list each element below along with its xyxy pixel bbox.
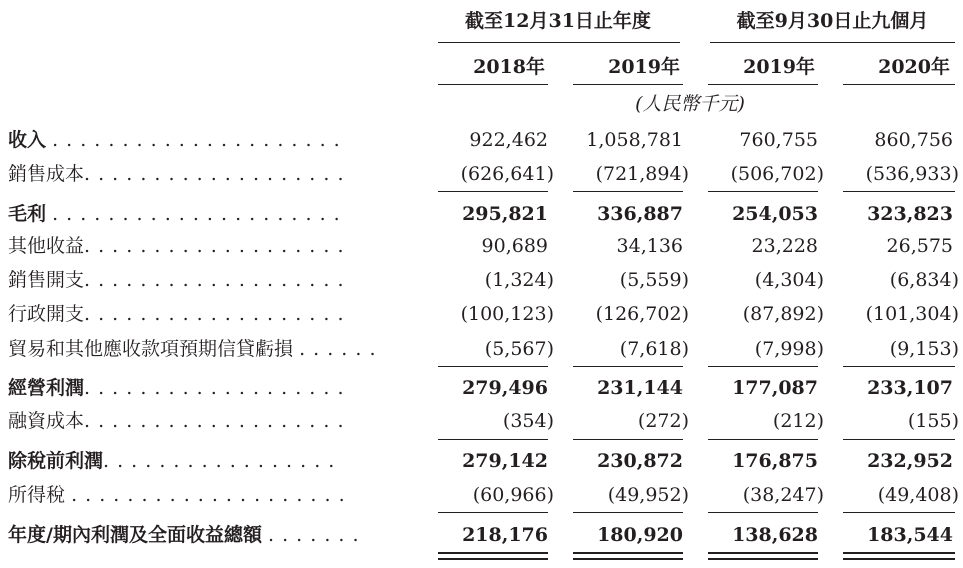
cell-2019-9m: (87,892) <box>742 303 824 325</box>
cell-2020-9m: 183,544 <box>867 524 953 546</box>
year-header-2018: 2018年 <box>473 56 545 78</box>
table-row-other-income <box>0 232 963 260</box>
cell-2019-fy: (5,559) <box>619 269 689 291</box>
cell-2019-9m: (7,998) <box>754 338 824 360</box>
cell-2019-9m: 760,755 <box>739 129 818 151</box>
table-row-gross-profit <box>0 200 963 228</box>
cell-2018: 90,689 <box>481 235 548 257</box>
total-double-rule-2019-9m <box>708 552 818 560</box>
cell-2019-9m: (506,702) <box>730 163 824 185</box>
row-label: 經營利潤. . . . . . . . . . . . . . . . . . . <box>8 377 345 399</box>
cell-2018: 922,462 <box>469 129 548 151</box>
row-label: 銷售成本. . . . . . . . . . . . . . . . . . . <box>8 163 345 185</box>
cell-2018: 279,496 <box>462 377 548 399</box>
subtotal-rule-2019-9m <box>708 512 818 513</box>
cell-2018: (354) <box>502 410 554 432</box>
cell-2019-9m: 254,053 <box>732 203 818 225</box>
cell-2018: (60,966) <box>472 484 554 506</box>
cell-2019-fy: 336,887 <box>597 203 683 225</box>
total-double-rule-2018 <box>438 552 548 560</box>
cell-2020-9m: 860,756 <box>874 129 953 151</box>
row-label: 融資成本. . . . . . . . . . . . . . . . . . . <box>8 410 345 432</box>
cell-2020-9m: (49,408) <box>877 484 959 506</box>
table-row-revenue <box>0 126 963 154</box>
cell-2018: 218,176 <box>462 524 548 546</box>
total-double-rule-2020-9m <box>843 552 955 560</box>
table-row-income-tax <box>0 481 963 509</box>
subtotal-rule-2018 <box>438 512 548 513</box>
cell-2019-9m: 23,228 <box>751 235 818 257</box>
year-header-2019-fy: 2019年 <box>608 56 680 78</box>
subtotal-rule-2019-9m <box>708 366 818 367</box>
cell-2020-9m: (101,304) <box>865 303 959 325</box>
table-row-profit-before-tax <box>0 447 963 475</box>
cell-2019-fy: (126,702) <box>595 303 689 325</box>
cell-2018: 279,142 <box>462 450 548 472</box>
cell-2020-9m: (6,834) <box>889 269 959 291</box>
subtotal-rule-2020-9m <box>843 439 955 440</box>
cell-2018: (5,567) <box>484 338 554 360</box>
cell-2019-9m: (212) <box>772 410 824 432</box>
subtotal-rule-2018 <box>438 191 548 192</box>
row-label: 毛利 . . . . . . . . . . . . . . . . . . . . . <box>8 203 341 225</box>
subtotal-rule-2018 <box>438 439 548 440</box>
cell-2018: (1,324) <box>484 269 554 291</box>
currency-unit: (人民幣千元) <box>635 93 745 115</box>
total-double-rule-2019-fy <box>573 552 683 560</box>
table-row-total-comprehensive-income <box>0 521 963 549</box>
year-rule-2020-9m <box>843 84 955 85</box>
row-label: 貿易和其他應收款項預期信貸虧損 . . . . . . <box>8 338 377 360</box>
subtotal-rule-2019-fy <box>573 439 683 440</box>
subtotal-rule-2020-9m <box>843 512 955 513</box>
row-label: 年度/期內利潤及全面收益總額 . . . . . . . <box>8 524 360 546</box>
cell-2018: (100,123) <box>460 303 554 325</box>
subtotal-rule-2020-9m <box>843 366 955 367</box>
cell-2019-9m: (38,247) <box>742 484 824 506</box>
table-row-admin-expenses <box>0 300 963 328</box>
header-nine-months-ended: 截至9月30日止九個月 <box>736 10 929 32</box>
year-rule-2018 <box>438 84 548 85</box>
subtotal-rule-2018 <box>438 366 548 367</box>
cell-2019-fy: 34,136 <box>616 235 683 257</box>
subtotal-rule-2019-fy <box>573 191 683 192</box>
subtotal-rule-2020-9m <box>843 191 955 192</box>
table-row-selling-expenses <box>0 266 963 294</box>
cell-2019-9m: 176,875 <box>732 450 818 472</box>
header-year-ended-rule <box>438 42 680 43</box>
cell-2019-9m: 177,087 <box>732 377 818 399</box>
cell-2019-fy: 231,144 <box>597 377 683 399</box>
cell-2019-fy: (49,952) <box>607 484 689 506</box>
cell-2019-fy: 230,872 <box>597 450 683 472</box>
cell-2019-fy: 180,920 <box>597 524 683 546</box>
cell-2019-fy: (272) <box>637 410 689 432</box>
cell-2020-9m: 26,575 <box>886 235 953 257</box>
cell-2020-9m: (9,153) <box>889 338 959 360</box>
year-header-2019-9m: 2019年 <box>743 56 815 78</box>
cell-2019-fy: (7,618) <box>619 338 689 360</box>
row-label: 行政開支. . . . . . . . . . . . . . . . . . . <box>8 303 345 325</box>
table-row-finance-costs <box>0 407 963 435</box>
row-label: 收入 . . . . . . . . . . . . . . . . . . . . . <box>8 129 341 151</box>
cell-2020-9m: (155) <box>907 410 959 432</box>
cell-2018: (626,641) <box>460 163 554 185</box>
cell-2020-9m: 323,823 <box>867 203 953 225</box>
cell-2018: 295,821 <box>462 203 548 225</box>
year-rule-2019-fy <box>573 84 683 85</box>
subtotal-rule-2019-fy <box>573 366 683 367</box>
cell-2019-fy: 1,058,781 <box>586 129 683 151</box>
table-row-expected-credit-loss <box>0 335 963 363</box>
subtotal-rule-2019-9m <box>708 191 818 192</box>
cell-2020-9m: 232,952 <box>867 450 953 472</box>
table-row-operating-profit <box>0 374 963 402</box>
header-year-ended: 截至12月31日止年度 <box>465 10 651 32</box>
header-nine-months-rule <box>710 42 955 43</box>
subtotal-rule-2019-fy <box>573 512 683 513</box>
row-label: 銷售開支. . . . . . . . . . . . . . . . . . . <box>8 269 345 291</box>
year-header-2020-9m: 2020年 <box>878 56 950 78</box>
cell-2020-9m: 233,107 <box>867 377 953 399</box>
year-rule-2019-9m <box>708 84 818 85</box>
cell-2019-fy: (721,894) <box>595 163 689 185</box>
row-label: 其他收益. . . . . . . . . . . . . . . . . . . <box>8 235 345 257</box>
table-row-cost-of-sales <box>0 160 963 188</box>
row-label: 除稅前利潤. . . . . . . . . . . . . . . . . <box>8 450 336 472</box>
cell-2019-9m: 138,628 <box>732 524 818 546</box>
cell-2019-9m: (4,304) <box>754 269 824 291</box>
subtotal-rule-2019-9m <box>708 439 818 440</box>
cell-2020-9m: (536,933) <box>865 163 959 185</box>
row-label: 所得稅 . . . . . . . . . . . . . . . . . . . . <box>8 484 346 506</box>
